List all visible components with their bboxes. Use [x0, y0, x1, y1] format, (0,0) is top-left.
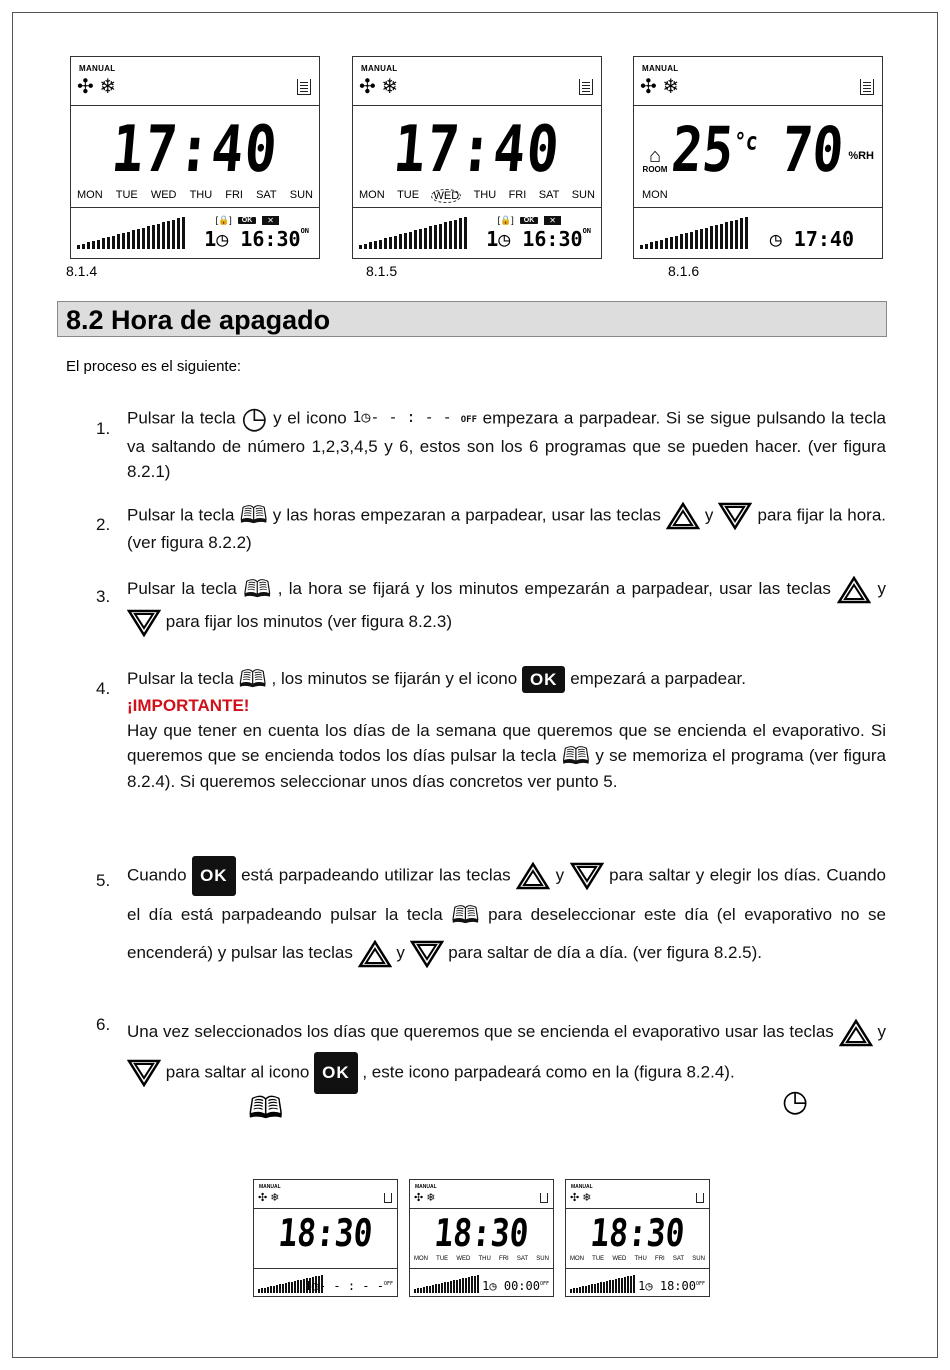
menu-icon	[579, 79, 593, 95]
fan-speed-bars	[359, 215, 474, 249]
speed-bar	[273, 1286, 275, 1293]
speed-bar	[157, 224, 160, 249]
speed-bar	[645, 244, 648, 249]
figure-label: 8.1.6	[668, 263, 700, 279]
speed-bar	[122, 233, 125, 249]
clock-icon: ◷	[782, 1085, 809, 1118]
speed-bar	[468, 1277, 470, 1293]
ok-icon: OK	[192, 856, 236, 896]
speed-bar	[444, 1282, 446, 1293]
menu-icon	[384, 1193, 392, 1203]
weekday-row	[77, 189, 313, 201]
speed-bar	[594, 1284, 596, 1293]
fan-snow-icons: ✣ ❄	[414, 1192, 436, 1204]
figure-label: 8.1.5	[366, 263, 398, 279]
speed-bar	[438, 1284, 440, 1293]
intro-text: El proceso es el siguiente:	[66, 358, 242, 375]
mode-label: MANUAL	[642, 64, 679, 73]
snowflake-icon: ❄	[381, 76, 399, 98]
speed-bar	[417, 1288, 419, 1293]
speed-bar	[294, 1281, 296, 1293]
speed-bar	[291, 1282, 293, 1293]
speed-bar	[439, 224, 442, 249]
speed-bar	[640, 245, 643, 249]
menu-icon	[297, 79, 311, 95]
speed-bar	[142, 228, 145, 249]
speed-bar	[725, 222, 728, 249]
speed-bar	[449, 221, 452, 249]
speed-bar	[715, 225, 718, 249]
speed-bar	[285, 1283, 287, 1293]
speed-bar	[374, 241, 377, 249]
lcd-figure-8-2-2	[409, 1179, 554, 1297]
home-icon: ⌂	[648, 145, 662, 167]
speed-bar	[453, 1280, 455, 1293]
speed-bar	[630, 1276, 632, 1293]
speed-bar	[258, 1289, 260, 1293]
speed-bar	[680, 234, 683, 249]
speed-bar	[419, 229, 422, 249]
speed-bar	[579, 1287, 581, 1293]
down-triangle-icon	[127, 609, 161, 637]
day: FRI	[225, 189, 243, 201]
speed-bar	[609, 1280, 611, 1293]
mode-label: MANUAL	[259, 1184, 281, 1190]
speed-bar	[591, 1284, 593, 1293]
fan-icon: ✣	[359, 76, 376, 98]
speed-bar	[465, 1278, 467, 1293]
speed-bar	[177, 218, 180, 249]
day: MON	[359, 189, 385, 201]
book-icon: 🕮	[238, 665, 267, 693]
speed-bar	[735, 220, 738, 249]
speed-bar	[369, 242, 372, 249]
up-triangle-icon	[358, 940, 392, 968]
ok-badge: OK	[238, 217, 257, 224]
speed-bar	[432, 1285, 434, 1293]
book-icon: 🕮	[243, 575, 272, 603]
speed-bar	[132, 230, 135, 249]
speed-bar	[576, 1288, 578, 1293]
fan-snow-icons: ✣ ❄	[258, 1192, 280, 1204]
humidity-unit: %RH	[848, 150, 874, 162]
speed-bar	[414, 1289, 416, 1293]
menu-icon	[696, 1193, 704, 1203]
speed-bar	[462, 1278, 464, 1293]
fan-snow-icons	[640, 77, 679, 97]
speed-bar	[97, 240, 100, 249]
speed-bar	[459, 218, 462, 249]
status-icons	[216, 215, 279, 226]
step-1: 1. Pulsar la tecla ◷ y el icono 1◷- - : - - OFF empezara a parpadear. Si se sigue pulsando la tecla va saltando de número 1,2,3,4,5 y 6, estos son los 6 programas que se pueden hacer. (ver figura 8.2.1)	[96, 402, 886, 481]
speed-bar	[112, 236, 115, 249]
lcd-figure-8-1-5	[352, 56, 602, 259]
speed-bar	[364, 244, 367, 249]
day: TUE	[115, 189, 138, 201]
big-time: 18:30	[588, 1211, 687, 1255]
speed-bar	[690, 232, 693, 249]
speed-bar	[454, 220, 457, 249]
speed-bar	[474, 1276, 476, 1293]
speed-bar	[633, 1275, 635, 1293]
down-triangle-icon	[127, 1059, 161, 1087]
speed-bar	[264, 1288, 266, 1293]
speed-bar	[172, 220, 175, 249]
day: SUN	[289, 189, 313, 201]
speed-bar	[705, 228, 708, 249]
fan-speed-bars	[77, 215, 192, 249]
program-time: 1◷- - : - -$^{OFF}$	[304, 1279, 393, 1293]
speed-bar	[297, 1280, 299, 1293]
speed-bar	[650, 242, 653, 249]
weekday-row: MON TUE WED THU FRI SAT SUN	[414, 1256, 549, 1262]
up-triangle-icon	[666, 502, 700, 530]
speed-bar	[477, 1275, 479, 1293]
lcd-figure-8-2-1	[253, 1179, 398, 1297]
book-icon: 🕮	[248, 1092, 284, 1125]
fan-snow-icons: ✣ ❄	[570, 1192, 592, 1204]
speed-bar	[127, 232, 130, 249]
speed-bar	[152, 225, 155, 249]
speed-bar	[279, 1284, 281, 1293]
clock-icon: ◷	[216, 227, 229, 251]
day: SUN	[571, 189, 595, 201]
program-time: 1◷ $16:30^{ON}$	[486, 227, 591, 251]
speed-bar	[389, 237, 392, 249]
speed-bar	[82, 244, 85, 249]
program-time: 1◷ $18:00^{OFF}$	[638, 1279, 705, 1293]
mode-label: MANUAL	[79, 64, 116, 73]
down-triangle-icon	[570, 862, 604, 890]
speed-bar	[399, 234, 402, 249]
big-time: 18:30	[276, 1211, 375, 1255]
divider	[353, 207, 601, 208]
speed-bar	[730, 221, 733, 249]
speed-bar	[740, 218, 743, 249]
speed-bar	[87, 242, 90, 249]
humidity-value: 70	[778, 113, 847, 186]
speed-bar	[434, 225, 437, 249]
clock-icon: ◷	[769, 227, 782, 251]
step-6: 6. Una vez seleccionados los días que queremos que se encienda el evaporativo usar las teclas y para saltar al icono OK , este icono parpadeará como en la (figura 8.2.4).	[96, 1012, 886, 1094]
speed-bar	[450, 1281, 452, 1293]
divider	[634, 207, 882, 208]
speed-bar	[456, 1280, 458, 1293]
speed-bar	[282, 1284, 284, 1293]
speed-bar	[426, 1286, 428, 1293]
speed-bar	[423, 1287, 425, 1293]
speed-bar	[429, 226, 432, 249]
important-label: ¡IMPORTANTE!	[127, 696, 250, 716]
speed-bar	[102, 238, 105, 249]
speed-bar	[603, 1282, 605, 1293]
divider	[634, 105, 882, 106]
fan-snow-icons	[359, 77, 398, 97]
speed-bar	[464, 217, 467, 249]
speed-bar	[615, 1279, 617, 1293]
temperature-value: $25^{^\circ c}$	[668, 113, 759, 186]
speed-bar	[570, 1289, 572, 1293]
speed-bar	[267, 1287, 269, 1293]
speed-bar	[117, 234, 120, 249]
status-icons	[498, 215, 561, 226]
speed-bar	[162, 222, 165, 249]
big-time: 18:30	[432, 1211, 531, 1255]
lcd-figure-8-1-6	[633, 56, 883, 259]
weekday-row	[359, 189, 595, 203]
speed-bar	[288, 1282, 290, 1293]
day: THU	[473, 189, 497, 201]
speed-bar	[685, 233, 688, 249]
speed-bar	[700, 229, 703, 249]
off-timer-icon: 1◷- - : - - OFF	[352, 408, 478, 426]
speed-bar	[695, 230, 698, 249]
down-triangle-icon	[718, 502, 752, 530]
cancel-badge: ✕	[262, 216, 279, 225]
speed-bar	[675, 236, 678, 249]
speed-bar	[745, 217, 748, 249]
menu-icon	[860, 79, 874, 95]
fan-snow-icons	[77, 77, 116, 97]
mode-label: MANUAL	[415, 1184, 437, 1190]
ok-icon: OK	[314, 1052, 358, 1094]
program-time: 1◷ $16:30^{ON}$	[204, 227, 309, 251]
speed-bar	[424, 228, 427, 249]
step-3: 3. Pulsar la tecla 🕮 , la hora se fijará y los minutos empezarán a parpadear, usar las teclas y para fijar los minutos (ver figura 8.2.3)	[96, 572, 886, 638]
fan-speed-bars	[640, 215, 755, 249]
menu-icon	[540, 1193, 548, 1203]
speed-bar	[276, 1285, 278, 1293]
divider	[353, 105, 601, 106]
speed-bar	[384, 238, 387, 249]
big-time: 17:40	[390, 113, 564, 187]
lock-icon: [🔒]	[215, 215, 232, 225]
speed-bar	[660, 240, 663, 249]
lock-icon: [🔒]	[497, 215, 514, 225]
figure-label: 8.1.4	[66, 263, 98, 279]
clock-time: ◷ 17:40	[769, 227, 854, 251]
up-triangle-icon	[839, 1019, 873, 1047]
clock-icon: ◷	[241, 402, 268, 435]
day: MON	[77, 189, 103, 201]
fan-speed-bars	[414, 1273, 480, 1293]
step-4: 4. Pulsar la tecla 🕮 , los minutos se fijarán y el icono OK empezará a parpadear. ¡IMPORTANTE! Hay que tener en cuenta los días de la semana que queremos que se encienda el evaporativo. Si queremos que se encienda todos los días pulsar la tecla 🕮 y se memoriza el programa (ver figura 8.2.4). Si queremos seleccionar unos días concretos ver punto 5.	[96, 665, 886, 791]
speed-bar	[182, 217, 185, 249]
divider	[71, 207, 319, 208]
book-icon: 🕮	[451, 901, 480, 929]
speed-bar	[624, 1277, 626, 1293]
clock-icon: ◷	[498, 227, 511, 251]
speed-bar	[582, 1286, 584, 1293]
up-triangle-icon	[516, 862, 550, 890]
day: FRI	[508, 189, 527, 201]
speed-bar	[300, 1280, 302, 1293]
speed-bar	[670, 237, 673, 249]
speed-bar	[441, 1283, 443, 1293]
section-title: 8.2 Hora de apagado	[57, 301, 887, 337]
fan-icon: ✣	[77, 76, 94, 98]
day: SAT	[256, 189, 277, 201]
weekday-row: MON TUE WED THU FRI SAT SUN	[570, 1256, 705, 1262]
day: WED	[150, 189, 177, 201]
speed-bar	[167, 221, 170, 249]
program-time: 1◷ $00:00^{OFF}$	[482, 1279, 549, 1293]
speed-bar	[471, 1276, 473, 1293]
snowflake-icon: ❄	[99, 76, 117, 98]
speed-bar	[710, 226, 713, 249]
speed-bar	[414, 230, 417, 249]
lcd-figure-8-2-3	[565, 1179, 710, 1297]
speed-bar	[585, 1286, 587, 1293]
speed-bar	[459, 1279, 461, 1293]
mode-label: MANUAL	[361, 64, 398, 73]
mode-label: MANUAL	[571, 1184, 593, 1190]
speed-bar	[107, 237, 110, 249]
fan-icon: ✣	[640, 76, 657, 98]
book-icon: 🕮	[239, 502, 268, 529]
speed-bar	[618, 1278, 620, 1293]
speed-bar	[379, 240, 382, 249]
day-selected: WED	[433, 190, 460, 202]
speed-bar	[147, 226, 150, 249]
speed-bar	[447, 1282, 449, 1293]
day: THU	[189, 189, 213, 201]
day: SAT	[538, 189, 560, 201]
up-triangle-icon	[837, 576, 871, 604]
speed-bar	[720, 224, 723, 249]
speed-bar	[359, 245, 362, 249]
book-icon: 🕮	[561, 742, 591, 770]
speed-bar	[600, 1282, 602, 1293]
lcd-figure-8-1-4	[70, 56, 320, 259]
speed-bar	[606, 1281, 608, 1293]
speed-bar	[261, 1288, 263, 1293]
speed-bar	[420, 1288, 422, 1293]
speed-bar	[394, 236, 397, 249]
speed-bar	[655, 241, 658, 249]
speed-bar	[429, 1286, 431, 1293]
speed-bar	[77, 245, 80, 249]
speed-bar	[612, 1280, 614, 1293]
speed-bar	[597, 1283, 599, 1293]
speed-bar	[270, 1286, 272, 1293]
speed-bar	[92, 241, 95, 249]
room-indicator: ⌂ ROOM	[640, 147, 670, 174]
ok-badge: OK	[520, 217, 539, 224]
divider	[71, 105, 319, 106]
speed-bar	[573, 1288, 575, 1293]
fan-speed-bars	[570, 1273, 636, 1293]
speed-bar	[444, 222, 447, 249]
step-5: 5. Cuando OK está parpadeando utilizar las teclas y para saltar y elegir los días. Cuando el día está parpadeando pulsar la tecla 🕮 para deseleccionar este día (el evaporativo no se encenderá) y pulsar las teclas y para saltar de día a día. (ver figura 8.2.5).	[96, 856, 886, 972]
snowflake-icon: ❄	[662, 76, 680, 98]
ok-icon: OK	[522, 666, 566, 693]
speed-bar	[435, 1284, 437, 1293]
day: MON	[642, 189, 668, 201]
speed-bar	[665, 238, 668, 249]
down-triangle-icon	[410, 940, 444, 968]
speed-bar	[621, 1278, 623, 1293]
speed-bar	[404, 233, 407, 249]
speed-bar	[409, 232, 412, 249]
step-2: 2. Pulsar la tecla 🕮 y las horas empezaran a parpadear, usar las teclas y para fijar la hora. (ver figura 8.2.2)	[96, 502, 887, 552]
speed-bar	[627, 1276, 629, 1293]
speed-bar	[137, 229, 140, 249]
big-time: 17:40	[108, 113, 282, 187]
speed-bar	[588, 1285, 590, 1293]
cancel-badge: ✕	[544, 216, 561, 225]
day: TUE	[397, 189, 420, 201]
